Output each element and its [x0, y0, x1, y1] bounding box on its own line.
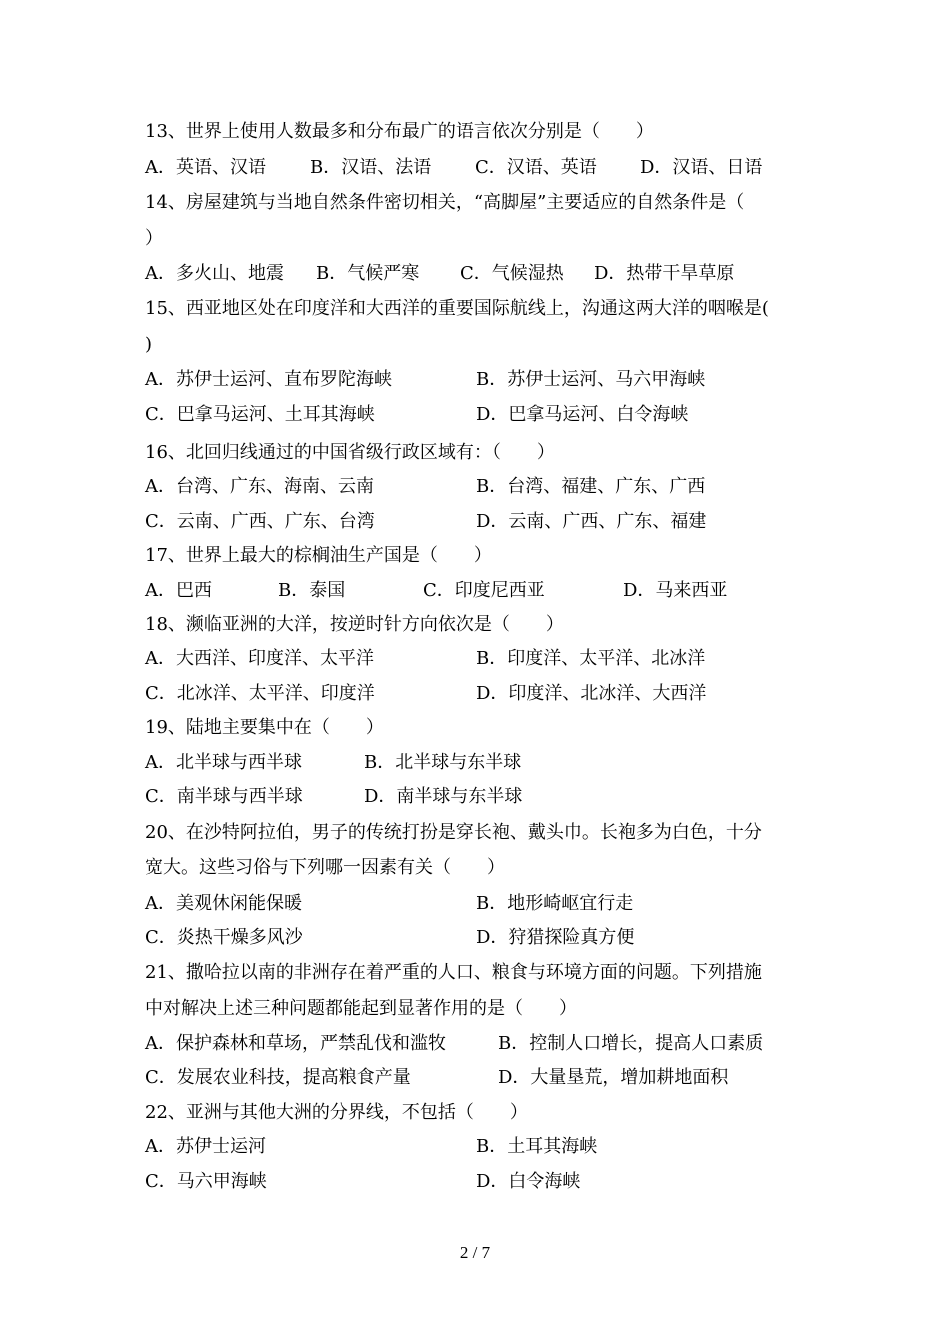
question-18-option-d: D．印度洋、北冰洋、大西洋 — [476, 683, 707, 704]
question-21-option-b: B．控制人口增长，提高人口素质 — [498, 1033, 764, 1054]
question-22-option-a: A．苏伊士运河 — [145, 1136, 266, 1157]
page-number: 2 / 7 — [459, 1243, 491, 1262]
question-14-stem: 14、房屋建筑与当地自然条件密切相关，“高脚屋”主要适应的自然条件是（ — [145, 192, 745, 213]
question-19-option-a: A．北半球与西半球 — [145, 752, 302, 773]
question-13-option-d: D．汉语、日语 — [640, 157, 763, 178]
question-16-option-d: D．云南、广西、广东、福建 — [476, 511, 707, 532]
question-16-option-c: C．云南、广西、广东、台湾 — [145, 511, 375, 532]
question-20-stem: 20、在沙特阿拉伯，男子的传统打扮是穿长袍、戴头巾。长袍多为白色，十分 — [145, 822, 762, 843]
question-15-stem-cont: ) — [145, 334, 153, 355]
question-15-option-a: A．苏伊士运河、直布罗陀海峡 — [145, 369, 392, 390]
question-16-option-a: A．台湾、广东、海南、云南 — [145, 476, 374, 497]
question-20-option-c: C．炎热干燥多风沙 — [145, 927, 303, 948]
question-14-option-c: C．气候湿热 — [460, 263, 564, 284]
question-13-option-a: A．英语、汉语 — [145, 157, 266, 178]
question-14-option-a: A．多火山、地震 — [145, 263, 284, 284]
question-20-option-b: B．地形崎岖宜行走 — [476, 893, 634, 914]
question-19-stem: 19、陆地主要集中在（ ） — [145, 717, 384, 738]
question-22-stem: 22、亚洲与其他大洲的分界线，不包括（ ） — [145, 1102, 528, 1123]
question-17-stem: 17、世界上最大的棕榈油生产国是（ ） — [145, 545, 492, 566]
question-14-stem-cont: ） — [145, 228, 163, 249]
question-21-option-c: C．发展农业科技，提高粮食产量 — [145, 1067, 411, 1088]
question-20-stem-cont: 宽大。这些习俗与下列哪一因素有关（ ） — [145, 857, 505, 878]
question-14-option-d: D．热带干旱草原 — [594, 263, 735, 284]
question-21-option-a: A．保护森林和草场，严禁乱伐和滥牧 — [145, 1033, 446, 1054]
question-15-option-b: B．苏伊士运河、马六甲海峡 — [476, 369, 706, 390]
question-17-option-a: A．巴西 — [145, 580, 212, 601]
question-21-stem: 21、撒哈拉以南的非洲存在着严重的人口、粮食与环境方面的问题。下列措施 — [145, 962, 762, 983]
question-22-option-b: B．土耳其海峡 — [476, 1136, 598, 1157]
question-20-option-a: A．美观休闲能保暖 — [145, 893, 302, 914]
question-14-option-b: B．气候严寒 — [316, 263, 420, 284]
question-13-stem: 13、世界上使用人数最多和分布最广的语言依次分别是（ ） — [145, 121, 654, 142]
question-18-option-b: B．印度洋、太平洋、北冰洋 — [476, 648, 706, 669]
question-21-stem-cont: 中对解决上述三种问题都能起到显著作用的是（ ） — [145, 998, 577, 1019]
question-18-stem: 18、濒临亚洲的大洋，按逆时针方向依次是（ ） — [145, 614, 564, 635]
question-20-option-d: D．狩猎探险真方便 — [476, 927, 635, 948]
question-19-option-c: C．南半球与西半球 — [145, 786, 303, 807]
question-16-option-b: B．台湾、福建、广东、广西 — [476, 476, 706, 497]
question-16-stem: 16、北回归线通过的中国省级行政区域有：（ ） — [145, 442, 555, 463]
question-17-option-b: B．泰国 — [278, 580, 346, 601]
question-18-option-a: A．大西洋、印度洋、太平洋 — [145, 648, 374, 669]
question-15-stem: 15、西亚地区处在印度洋和大西洋的重要国际航线上，沟通这两大洋的咽喉是( — [145, 298, 769, 319]
question-13-option-c: C．汉语、英语 — [475, 157, 597, 178]
question-22-option-d: D．白令海峡 — [476, 1171, 581, 1192]
question-17-option-c: C．印度尼西亚 — [423, 580, 545, 601]
question-15-option-d: D．巴拿马运河、白令海峡 — [476, 404, 689, 425]
question-15-option-c: C．巴拿马运河、土耳其海峡 — [145, 404, 375, 425]
question-18-option-c: C．北冰洋、太平洋、印度洋 — [145, 683, 375, 704]
question-17-option-d: D．马来西亚 — [623, 580, 728, 601]
question-19-option-b: B．北半球与东半球 — [364, 752, 522, 773]
question-13-option-b: B．汉语、法语 — [310, 157, 432, 178]
question-21-option-d: D．大量垦荒，增加耕地面积 — [498, 1067, 729, 1088]
question-22-option-c: C．马六甲海峡 — [145, 1171, 267, 1192]
question-19-option-d: D．南半球与东半球 — [364, 786, 523, 807]
